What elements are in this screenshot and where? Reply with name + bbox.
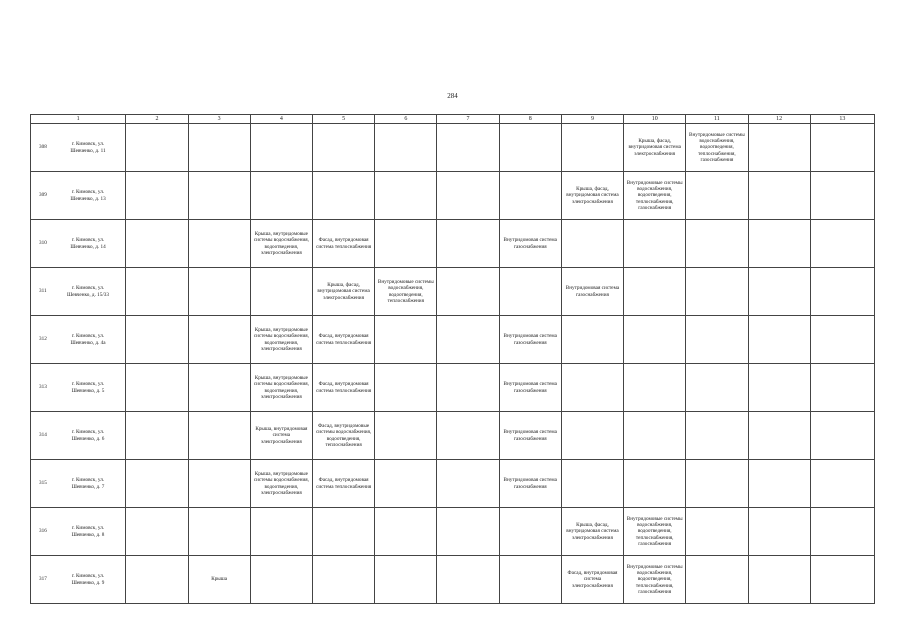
column-header-1: 1 xyxy=(31,115,126,124)
address: г. Кимовск, ул. Шевченко, д. 7 xyxy=(71,477,105,490)
work-cell-col-9 xyxy=(561,364,623,412)
work-cell-col-6 xyxy=(375,316,437,364)
work-cell-col-4: Крыша, внутридомовые системы водоснабжения, водоотведения, электроснабжения xyxy=(250,460,312,508)
work-cell-col-8: Внутридомовая система газоснабжения xyxy=(499,412,561,460)
row-address-cell xyxy=(31,460,126,508)
work-cell-col-10 xyxy=(624,220,686,268)
work-cell-col-8: Внутридомовая система газоснабжения xyxy=(499,220,561,268)
work-cell-col-11 xyxy=(686,172,748,220)
work-cell-col-13 xyxy=(810,172,874,220)
work-cell-col-7 xyxy=(437,220,499,268)
address: г. Кимовск, ул. Шевченко, д. 15/33 xyxy=(67,285,109,298)
work-cell-col-3 xyxy=(188,364,250,412)
row-address-cell xyxy=(31,412,126,460)
work-cell-col-3 xyxy=(188,124,250,172)
work-cell-col-13 xyxy=(810,364,874,412)
work-cell-col-11 xyxy=(686,268,748,316)
work-cell-col-4: Крыша, внутридомовые системы водоснабжения, водоотведения, электроснабжения xyxy=(250,220,312,268)
table-row xyxy=(31,268,875,316)
table-row xyxy=(31,220,875,268)
work-cell-col-12 xyxy=(748,508,810,556)
work-cell-col-13 xyxy=(810,316,874,364)
address: г. Кимовск, ул. Шевченко, д. 13 xyxy=(70,189,106,202)
work-cell-col-13 xyxy=(810,412,874,460)
table-row xyxy=(31,124,875,172)
work-cell-col-12 xyxy=(748,316,810,364)
work-cell-col-9 xyxy=(561,316,623,364)
work-cell-col-6 xyxy=(375,124,437,172)
work-cell-col-7 xyxy=(437,268,499,316)
table-row xyxy=(31,364,875,412)
work-cell-col-10: Крыша, фасад, внутридомовая система электроснабжения xyxy=(624,124,686,172)
work-cell-col-11 xyxy=(686,220,748,268)
work-cell-col-13 xyxy=(810,556,874,604)
work-cell-col-7 xyxy=(437,556,499,604)
row-number: 314 xyxy=(39,432,47,439)
work-cell-col-6: Внутридомовые системы водоснабжения, водоотведения, теплоснабжения xyxy=(375,268,437,316)
work-cell-col-10: Внутридомовые системы водоснабжения, водоотведения, теплоснабжения, газоснабжения xyxy=(624,172,686,220)
work-cell-col-2 xyxy=(126,316,188,364)
column-header-9: 9 xyxy=(561,115,623,124)
work-cell-col-4 xyxy=(250,556,312,604)
work-cell-col-13 xyxy=(810,460,874,508)
column-header-11: 11 xyxy=(686,115,748,124)
work-cell-col-13 xyxy=(810,508,874,556)
work-cell-col-5: Фасад, внутридомовая система теплоснабжения xyxy=(312,220,374,268)
work-cell-col-5 xyxy=(312,508,374,556)
work-cell-col-12 xyxy=(748,172,810,220)
row-address-cell xyxy=(31,220,126,268)
work-cell-col-4 xyxy=(250,268,312,316)
column-header-10: 10 xyxy=(624,115,686,124)
row-address-cell xyxy=(31,268,126,316)
work-cell-col-6 xyxy=(375,220,437,268)
column-header-8: 8 xyxy=(499,115,561,124)
work-cell-col-11 xyxy=(686,412,748,460)
work-cell-col-5 xyxy=(312,556,374,604)
work-cell-col-3 xyxy=(188,220,250,268)
address: г. Кимовск, ул. Шевченко, д. 5 xyxy=(71,381,105,394)
work-cell-col-6 xyxy=(375,412,437,460)
work-cell-col-6 xyxy=(375,172,437,220)
column-header-6: 6 xyxy=(375,115,437,124)
row-number: 309 xyxy=(39,192,47,199)
work-cell-col-13 xyxy=(810,268,874,316)
work-cell-col-11: Внутридомовые системы водоснабжения, водоотведения, теплоснабжения, газоснабжения xyxy=(686,124,748,172)
work-cell-col-9 xyxy=(561,412,623,460)
work-cell-col-4 xyxy=(250,508,312,556)
work-cell-col-12 xyxy=(748,364,810,412)
work-cell-col-8: Внутридомовая система газоснабжения xyxy=(499,316,561,364)
work-cell-col-8 xyxy=(499,556,561,604)
address: г. Кимовск, ул. Шевченко, д. 8 xyxy=(71,525,105,538)
work-cell-col-7 xyxy=(437,364,499,412)
column-header-12: 12 xyxy=(748,115,810,124)
table-row xyxy=(31,412,875,460)
work-cell-col-11 xyxy=(686,508,748,556)
work-cell-col-10: Внутридомовые системы водоснабжения, водоотведения, теплоснабжения, газоснабжения xyxy=(624,556,686,604)
work-cell-col-11 xyxy=(686,556,748,604)
work-cell-col-9: Крыша, фасад, внутридомовая система электроснабжения xyxy=(561,508,623,556)
work-cell-col-5 xyxy=(312,172,374,220)
work-cell-col-2 xyxy=(126,364,188,412)
work-cell-col-3 xyxy=(188,316,250,364)
header-row xyxy=(31,115,875,124)
work-cell-col-6 xyxy=(375,556,437,604)
table-row xyxy=(31,172,875,220)
work-cell-col-12 xyxy=(748,268,810,316)
work-cell-col-2 xyxy=(126,124,188,172)
work-cell-col-9: Крыша, фасад, внутридомовая система электроснабжения xyxy=(561,172,623,220)
work-cell-col-10 xyxy=(624,412,686,460)
work-cell-col-9 xyxy=(561,220,623,268)
column-header-13: 13 xyxy=(810,115,874,124)
page-number: 284 xyxy=(447,92,458,100)
row-number: 312 xyxy=(39,336,47,343)
work-cell-col-12 xyxy=(748,556,810,604)
row-number: 308 xyxy=(39,144,47,151)
work-cell-col-4: Крыша, внутридомовые системы водоснабжения, водоотведения, электроснабжения xyxy=(250,364,312,412)
work-cell-col-2 xyxy=(126,172,188,220)
work-cell-col-3 xyxy=(188,412,250,460)
work-cell-col-11 xyxy=(686,460,748,508)
address: г. Кимовск, ул. Шевченко, д. 14 xyxy=(70,237,106,250)
table-row xyxy=(31,460,875,508)
work-cell-col-7 xyxy=(437,412,499,460)
row-number: 310 xyxy=(39,240,47,247)
row-address-cell xyxy=(31,508,126,556)
column-header-7: 7 xyxy=(437,115,499,124)
table-row xyxy=(31,508,875,556)
work-cell-col-12 xyxy=(748,124,810,172)
row-number: 311 xyxy=(39,288,47,295)
work-cell-col-10 xyxy=(624,460,686,508)
work-cell-col-2 xyxy=(126,460,188,508)
work-cell-col-10 xyxy=(624,268,686,316)
row-address-cell xyxy=(31,364,126,412)
work-cell-col-8 xyxy=(499,268,561,316)
work-cell-col-3 xyxy=(188,508,250,556)
work-cell-col-4: Крыша, внутридомовые системы водоснабжения, водоотведения, электроснабжения xyxy=(250,316,312,364)
table-row xyxy=(31,556,875,604)
work-cell-col-6 xyxy=(375,508,437,556)
row-address-cell xyxy=(31,124,126,172)
work-cell-col-2 xyxy=(126,268,188,316)
row-number: 317 xyxy=(39,576,47,583)
work-cell-col-9: Внутридомовая система газоснабжения xyxy=(561,268,623,316)
work-cell-col-7 xyxy=(437,316,499,364)
work-cell-col-2 xyxy=(126,508,188,556)
work-cell-col-4 xyxy=(250,124,312,172)
work-cell-col-3 xyxy=(188,268,250,316)
work-cell-col-9 xyxy=(561,124,623,172)
work-cell-col-8: Внутридомовая система газоснабжения xyxy=(499,460,561,508)
work-cell-col-6 xyxy=(375,364,437,412)
work-cell-col-3 xyxy=(188,460,250,508)
work-cell-col-10: Внутридомовые системы водоснабжения, водоотведения, теплоснабжения, газоснабжения xyxy=(624,508,686,556)
column-header-5: 5 xyxy=(312,115,374,124)
work-cell-col-10 xyxy=(624,316,686,364)
address: г. Кимовск, ул. Шевченко, д. 4а xyxy=(70,333,106,346)
work-cell-col-4 xyxy=(250,172,312,220)
work-cell-col-5: Фасад, внутридомовая система теплоснабжения xyxy=(312,364,374,412)
row-number: 316 xyxy=(39,528,47,535)
work-cell-col-10 xyxy=(624,364,686,412)
column-header-2: 2 xyxy=(126,115,188,124)
work-cell-col-2 xyxy=(126,412,188,460)
address: г. Кимовск, ул. Шевченко, д. 11 xyxy=(70,141,106,154)
work-cell-col-7 xyxy=(437,124,499,172)
table-row xyxy=(31,316,875,364)
table-body xyxy=(31,124,875,604)
work-cell-col-2 xyxy=(126,220,188,268)
work-cell-col-5 xyxy=(312,124,374,172)
work-cell-col-8 xyxy=(499,508,561,556)
work-cell-col-12 xyxy=(748,220,810,268)
work-cell-col-3 xyxy=(188,172,250,220)
work-cell-col-5: Фасад, внутридомовая система теплоснабжения xyxy=(312,316,374,364)
work-cell-col-12 xyxy=(748,412,810,460)
work-cell-col-8: Внутридомовая система газоснабжения xyxy=(499,364,561,412)
work-cell-col-8 xyxy=(499,124,561,172)
work-cell-col-3: Крыша xyxy=(188,556,250,604)
work-cell-col-13 xyxy=(810,124,874,172)
row-address-cell xyxy=(31,316,126,364)
work-cell-col-11 xyxy=(686,364,748,412)
work-cell-col-12 xyxy=(748,460,810,508)
row-address-cell xyxy=(31,556,126,604)
work-cell-col-7 xyxy=(437,508,499,556)
work-cell-col-9: Фасад, внутридомовая система электроснабжения xyxy=(561,556,623,604)
work-cell-col-6 xyxy=(375,460,437,508)
work-cell-col-5: Фасад, внутридомовые системы водоснабжения, водоотведения, теплоснабжения xyxy=(312,412,374,460)
work-cell-col-11 xyxy=(686,316,748,364)
address: г. Кимовск, ул. Шевченко, д. 9 xyxy=(71,573,105,586)
row-number: 315 xyxy=(39,480,47,487)
repair-schedule-table xyxy=(30,114,875,604)
column-header-4: 4 xyxy=(250,115,312,124)
column-header-3: 3 xyxy=(188,115,250,124)
work-cell-col-7 xyxy=(437,172,499,220)
work-cell-col-13 xyxy=(810,220,874,268)
work-cell-col-7 xyxy=(437,460,499,508)
work-cell-col-2 xyxy=(126,556,188,604)
work-cell-col-8 xyxy=(499,172,561,220)
row-address-cell xyxy=(31,172,126,220)
work-cell-col-5: Фасад, внутридомовая система теплоснабжения xyxy=(312,460,374,508)
work-cell-col-9 xyxy=(561,460,623,508)
address: г. Кимовск, ул. Шевченко, д. 6 xyxy=(71,429,105,442)
work-cell-col-5: Крыша, фасад, внутридомовая система электроснабжения xyxy=(312,268,374,316)
work-cell-col-4: Крыша, внутридомовая система электроснабжения xyxy=(250,412,312,460)
row-number: 313 xyxy=(39,384,47,391)
